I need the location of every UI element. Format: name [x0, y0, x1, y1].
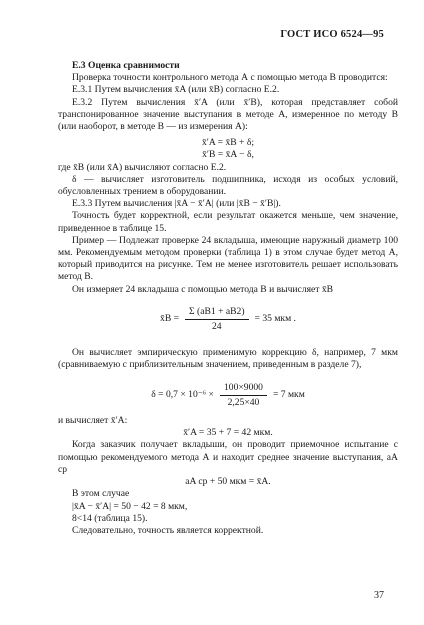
paragraph-case: В этом случае — [72, 488, 130, 500]
formula-mean-b-fraction — [185, 306, 249, 333]
paragraph-conclusion: Следовательно, точность является корректной. — [72, 524, 264, 536]
formula-delta-numerator: 100×9000 — [220, 382, 267, 396]
formula-mean-b-lhs: x̄B = — [160, 313, 180, 325]
equation-1: x̄′A = x̄B + δ; — [201, 137, 255, 149]
formula-delta-denominator: 2,25×40 — [227, 396, 260, 408]
paragraph-where-1: где x̄B (или x̄A) вычисляют согласно Е.2. — [58, 161, 227, 173]
formula-delta-rhs: = 7 мкм — [272, 389, 305, 401]
page-content — [58, 60, 398, 537]
paragraph-example: Пример — Подлежат проверке 24 вкладыша, имеющие наружный диаметр 100 мм. Рекомендуемым методом проверки (таблица 1) в этом случае будет метод А, который приводится на рисунке. Тем не менее изготовитель решает использовать метод В. — [58, 234, 398, 283]
paragraph-measures: Он измеряет 24 вкладыша с помощью метода В и вычисляет x̄B — [72, 283, 334, 295]
paragraph-computes: и вычисляет x̄′A: — [58, 415, 128, 427]
equation-3: x̄′A = 35 + 7 = 42 мкм. — [183, 427, 273, 439]
page-number: 37 — [374, 590, 384, 601]
formula-delta-fraction — [220, 382, 267, 409]
formula-mean-b-rhs: = 35 мкм . — [254, 313, 296, 325]
formula-delta-lhs: δ = 0,7 × 10⁻⁶ × — [151, 389, 214, 401]
calculation-2: 8<14 (таблица 15). — [72, 512, 148, 524]
paragraph-accuracy: Точность будет корректной, если результат окажется меньше, чем значение, приведенное в таблице 15. — [58, 210, 398, 234]
calculation-1: |x̄A − x̄′A| = 50 − 42 = 8 мкм, — [72, 500, 188, 512]
section-heading: Е.3 Оценка сравнимости — [72, 60, 180, 71]
paragraph-customer: Когда заказчик получает вкладыши, он проводит приемочное испытание с помощью рекомендуемого метода А и находит среднее значение выступания, aA ср — [58, 439, 398, 475]
paragraph-empirical: Он вычисляет эмпирическую применимую коррекцию δ, например, 7 мкм (сравниваемую с приблизительным значением, приведенным в разделе 7), — [58, 347, 398, 371]
formula-mean-b — [58, 306, 398, 333]
paragraph-e32: Е.3.2 Путем вычисления x̄′A (или x̄′B), которая представляет собой транспонированное значение выступания в методе А, измеренное по методу В (или наоборот, в методе В — из измерения А): — [58, 96, 398, 133]
paragraph-e33: Е.3.3 Путем вычисления |x̄A − x̄′A| (или |x̄B − x̄′B|). — [72, 198, 281, 210]
formula-mean-b-numerator: Σ (aB1 + aB2) — [185, 306, 249, 320]
paragraph-where-2: δ — вычисляет изготовитель подшипника, исходя из особых условий, обусловленных трением в оборудовании. — [58, 173, 398, 198]
equation-4: aA ср + 50 мкм = x̄A. — [185, 476, 271, 488]
formula-delta — [58, 382, 398, 409]
paragraph-e31: Е.3.1 Путем вычисления x̄A (или x̄B) согласно Е.2. — [72, 84, 280, 96]
page-header-title: ГОСТ ИСО 6524—95 — [280, 29, 384, 40]
equation-2: x̄′B = x̄A − δ, — [202, 149, 254, 161]
formula-mean-b-denominator: 24 — [212, 321, 222, 333]
paragraph-intro: Проверка точности контрольного метода А с помощью метода В проводится: — [72, 72, 388, 84]
